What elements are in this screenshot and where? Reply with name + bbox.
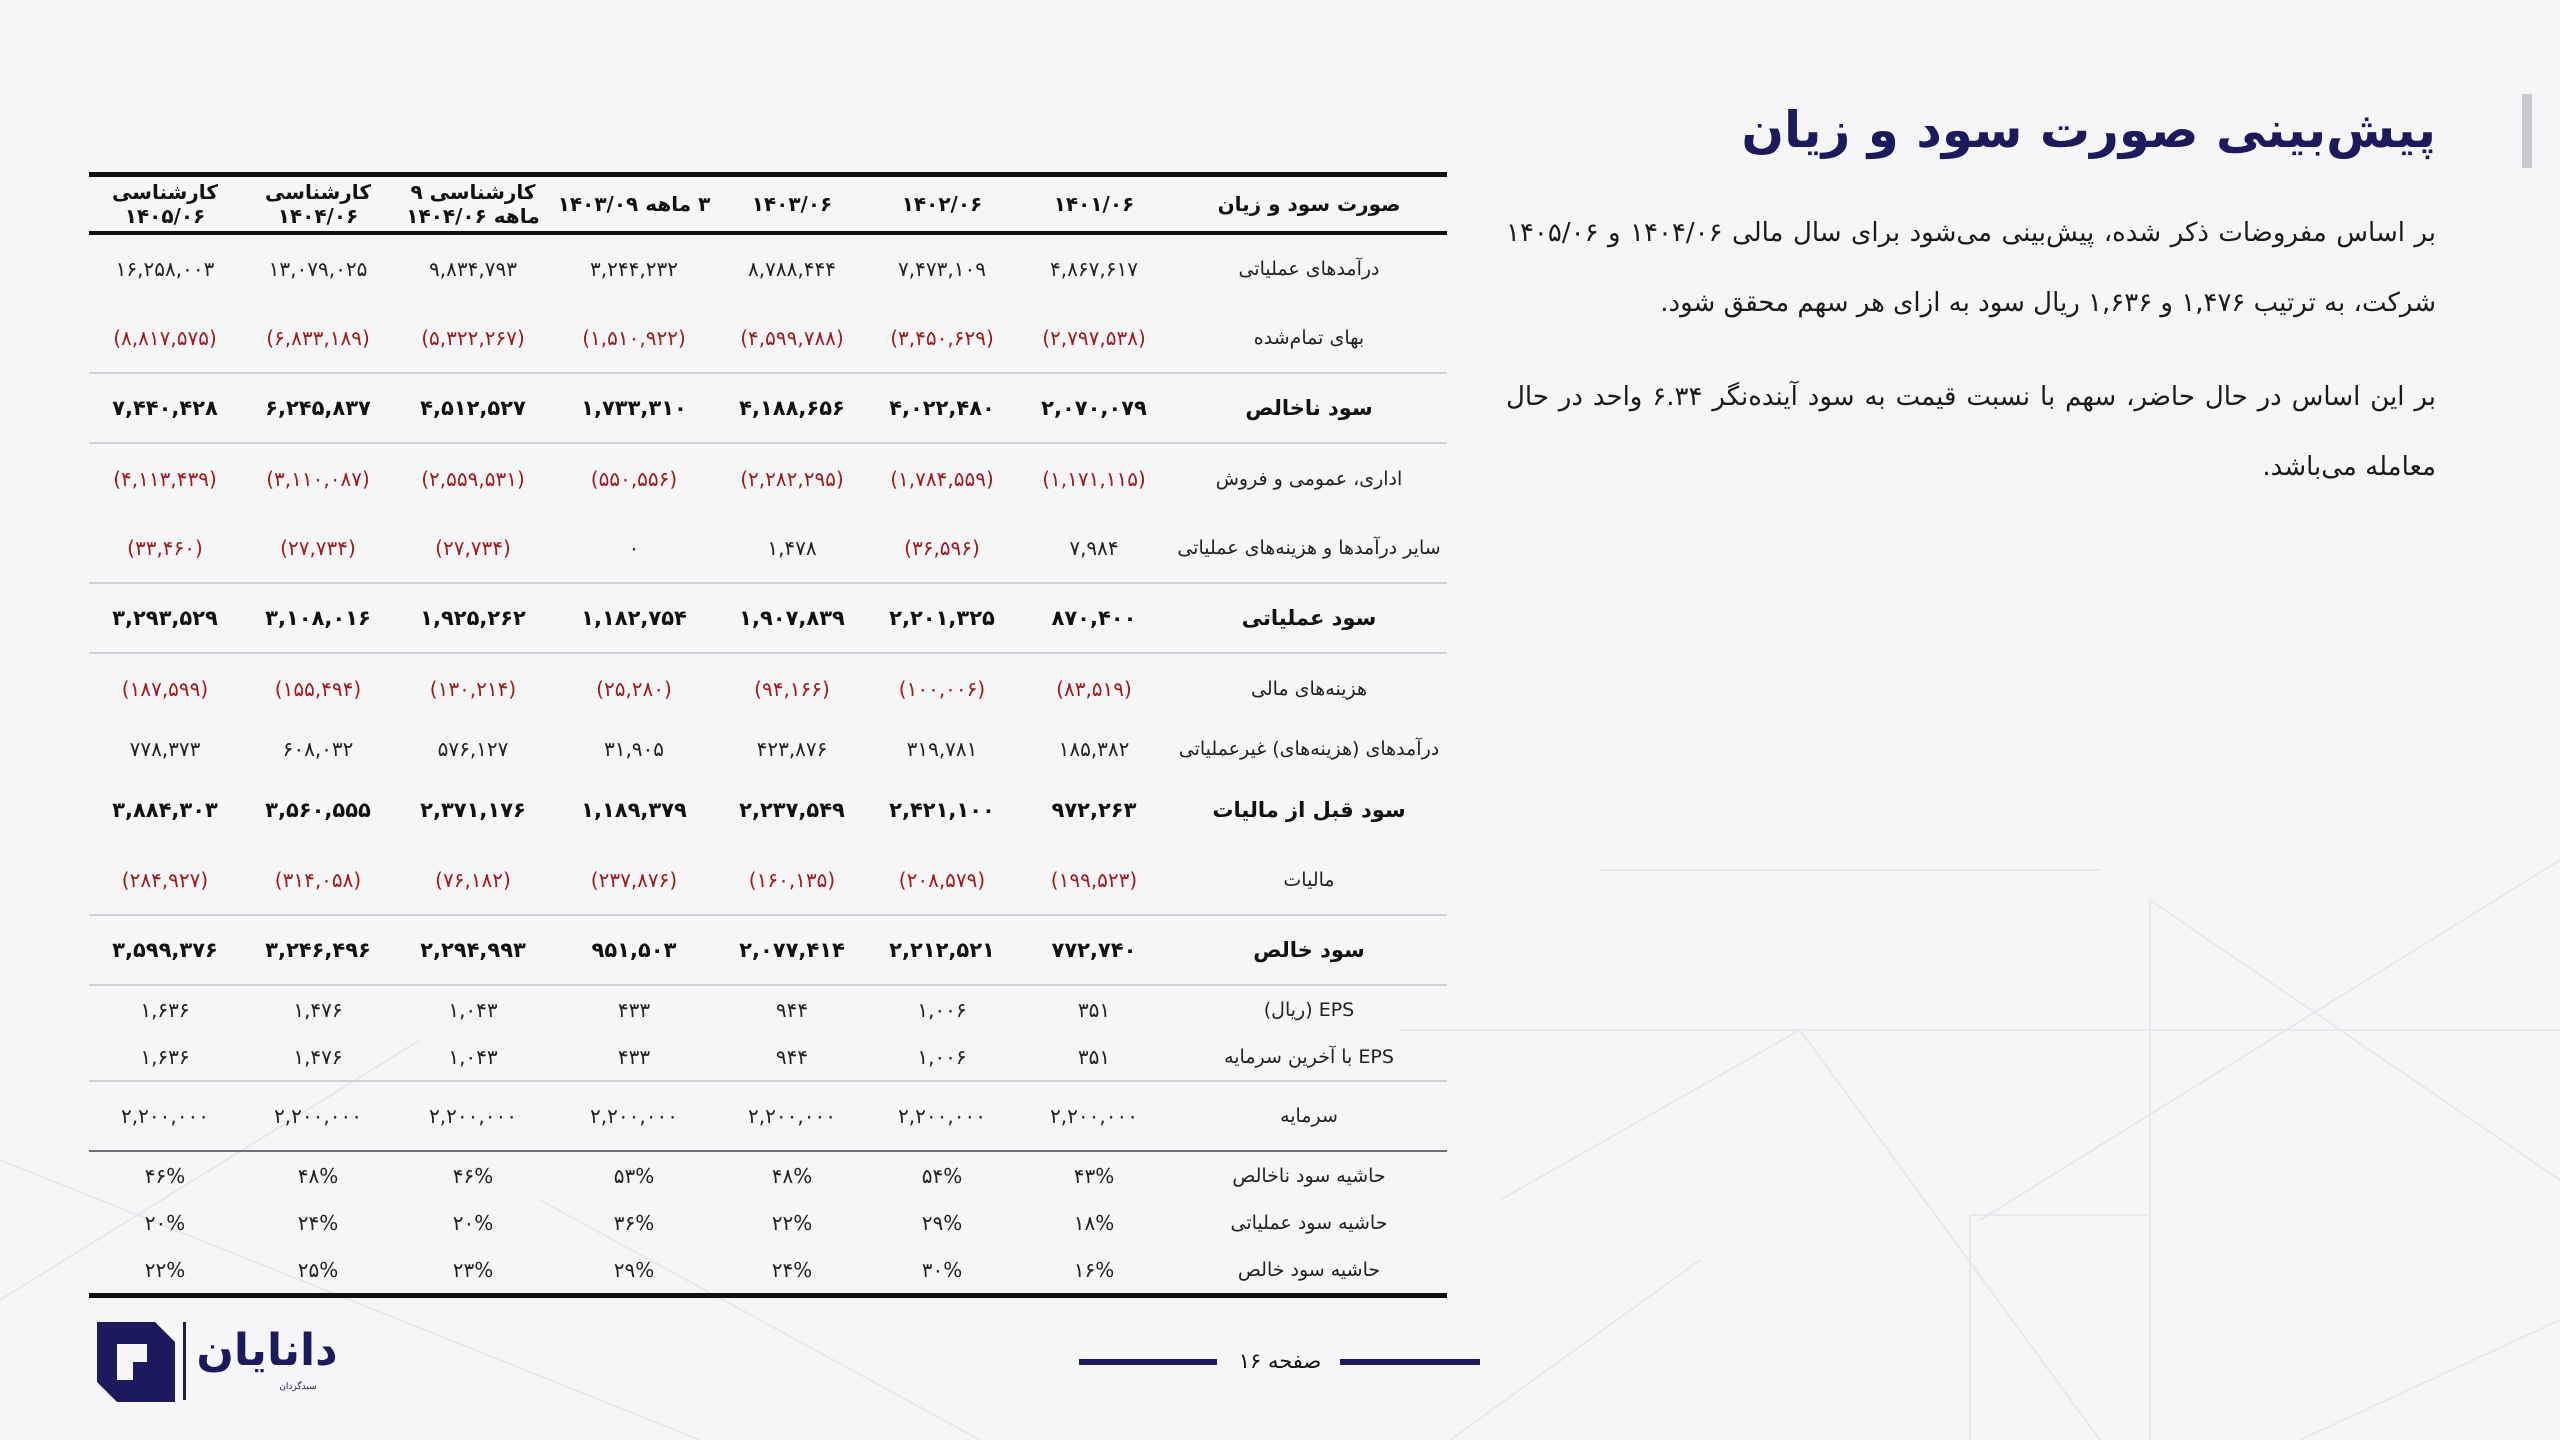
table-cell: ۳,۱۰۸,۰۱۶	[241, 583, 395, 653]
table-cell: (۲۵,۲۸۰)	[551, 653, 717, 723]
table-cell: ۲۹%	[551, 1247, 717, 1295]
table-row-gross-profit	[89, 373, 1447, 443]
table-cell: (۹۴,۱۶۶)	[717, 653, 867, 723]
table-cell: ۴,۱۸۸,۶۵۶	[717, 373, 867, 443]
table-cell: (۶,۸۳۳,۱۸۹)	[266, 325, 370, 350]
table-cell: ۱,۹۰۷,۸۳۹	[717, 583, 867, 653]
table-cell: ۹۴۴	[717, 985, 867, 1033]
logo-divider	[183, 1322, 186, 1400]
table-cell: ۳۱,۹۰۵	[603, 737, 665, 761]
logo-icon	[97, 1322, 175, 1402]
description-paragraph-2: بر این اساس در حال حاضر، سهم با نسبت قیمت به سود آینده‌نگر ۶.۳۴ واحد در حال معامله می‌باشد.	[1506, 382, 2436, 482]
table-cell: (۱,۱۷۱,۱۱۵)	[1017, 443, 1171, 513]
table-cell: (۳,۱۱۰,۰۸۷)	[241, 443, 395, 513]
table-cell: ۳۰%	[867, 1247, 1017, 1295]
row-label: درآمدهای عملیاتی	[1238, 258, 1380, 280]
table-cell: ۹۵۱,۵۰۳	[551, 915, 717, 985]
table-cell: ۲,۲۳۷,۵۴۹	[739, 798, 845, 822]
table-cell: (۸,۸۱۷,۵۷۵)	[113, 325, 217, 350]
table-cell: ۹۷۲,۲۶۳	[1051, 798, 1137, 822]
table-cell: (۲۳۷,۸۷۶)	[590, 867, 678, 892]
footer-line-left	[1079, 1359, 1217, 1365]
title-accent-bar	[2522, 94, 2532, 168]
table-cell: ۲,۰۷۷,۴۱۴	[717, 915, 867, 985]
table-cell: ۱,۶۳۶	[140, 1044, 190, 1069]
table-cell: ۴,۸۶۷,۶۱۷	[1050, 257, 1138, 281]
table-row-non-operating	[89, 723, 1447, 775]
table-row-net-profit	[89, 915, 1447, 985]
table-cell: ۳,۲۹۳,۵۲۹	[89, 583, 241, 653]
table-cell: ۳,۲۴۴,۲۳۲	[590, 257, 678, 281]
description	[1506, 198, 2436, 526]
table-cell: ۱,۰۴۳	[395, 985, 551, 1033]
table-cell: ۱۸%	[1073, 1211, 1115, 1235]
table-row-net-margin	[89, 1247, 1447, 1295]
row-label: درآمدهای (هزینه‌های) غیرعملیاتی	[1178, 738, 1440, 760]
row-label: EPS (ریال)	[1171, 985, 1447, 1033]
row-label: مالیات	[1283, 868, 1335, 891]
table-row-cost-of-sales	[89, 303, 1447, 373]
logo-subtext: سبدگردان	[279, 1382, 317, 1392]
footer-line-right	[1340, 1359, 1480, 1365]
table-cell: ۱۳,۰۷۹,۰۲۵	[268, 257, 368, 281]
table-row-eps-latest-capital	[89, 1033, 1447, 1081]
table-cell: ۱,۹۲۵,۲۶۲	[395, 583, 551, 653]
header-cell: ۱۴۰۲/۰۶	[901, 192, 983, 216]
page-title: پیش‌بینی صورت سود و زیان	[1741, 101, 2436, 159]
table-cell: (۱,۵۱۰,۹۲۲)	[582, 325, 686, 350]
table-cell: (۱۰۰,۰۰۶)	[867, 653, 1017, 723]
table-cell: ۲,۲۰۰,۰۰۰	[867, 1081, 1017, 1151]
header-cell: کارشناسی ۹ ماهه ۱۴۰۴/۰۶	[406, 180, 540, 228]
row-label: سود قبل از مالیات	[1212, 798, 1406, 822]
table-row-tax	[89, 845, 1447, 915]
table-cell: ۱,۱۸۲,۷۵۴	[551, 583, 717, 653]
table-cell: ۲۴%	[297, 1211, 339, 1235]
table-cell: (۵۵۰,۵۵۶)	[551, 443, 717, 513]
table-cell: (۲,۷۹۷,۵۳۸)	[1042, 325, 1146, 350]
table-cell: ۱۸۵,۳۸۲	[1058, 737, 1130, 761]
table-cell: ۲۲%	[89, 1247, 241, 1295]
table-row-revenue	[89, 233, 1447, 303]
table-cell: ۴۳%	[1017, 1151, 1171, 1199]
table-cell: ۷۷۲,۷۴۰	[1017, 915, 1171, 985]
table-cell: ۲,۲۰۰,۰۰۰	[395, 1081, 551, 1151]
table-cell: ۲,۲۰۰,۰۰۰	[89, 1081, 241, 1151]
table-cell: ۲۰%	[144, 1211, 186, 1235]
header-cell: کارشناسی ۱۴۰۵/۰۶	[112, 180, 218, 228]
table-cell: ۲۵%	[241, 1247, 395, 1295]
table-cell: (۳۶,۵۹۶)	[904, 535, 980, 560]
table-cell: (۱۵۵,۴۹۴)	[241, 653, 395, 723]
table-cell: ۳,۵۹۹,۳۷۶	[89, 915, 241, 985]
table-cell: ۷,۹۸۴	[1069, 535, 1119, 560]
table-cell: (۵,۳۲۲,۲۶۷)	[421, 325, 525, 350]
row-label: حاشیه سود خالص	[1171, 1247, 1447, 1295]
table-cell: ۴,۵۱۲,۵۲۷	[395, 373, 551, 443]
table-cell: ۰	[628, 535, 640, 560]
table-row-operating-profit	[89, 583, 1447, 653]
table-cell: (۴,۱۱۳,۴۳۹)	[89, 443, 241, 513]
table-row-pre-tax-profit	[89, 775, 1447, 845]
table-cell: (۲۷,۷۳۴)	[435, 535, 511, 560]
table-cell: ۳۱۹,۷۸۱	[906, 737, 978, 761]
table-cell: ۱,۱۸۹,۳۷۹	[581, 798, 687, 822]
header-cell: کارشناسی ۱۴۰۴/۰۶	[265, 180, 371, 228]
row-label: بهای تمام‌شده	[1253, 326, 1365, 349]
table-cell: ۴۸%	[717, 1151, 867, 1199]
table-cell: ۲۳%	[395, 1247, 551, 1295]
table-cell: ۲,۲۰۱,۳۲۵	[867, 583, 1017, 653]
table-cell: ۷,۴۷۳,۱۰۹	[898, 257, 986, 281]
table-cell: ۳,۸۸۴,۳۰۳	[112, 798, 218, 822]
table-cell: ۲,۳۷۱,۱۷۶	[420, 798, 526, 822]
header-cell: صورت سود و زیان	[1217, 192, 1401, 216]
table-row-finance-costs	[89, 653, 1447, 723]
table-cell: ۳۵۱	[1017, 985, 1171, 1033]
table-cell: ۴۲۳,۸۷۶	[756, 737, 828, 761]
table-cell: (۱,۷۸۴,۵۵۹)	[867, 443, 1017, 513]
table-cell: ۹۴۴	[775, 1044, 809, 1069]
table-cell: (۱۶۰,۱۳۵)	[748, 867, 836, 892]
table-cell: ۷۷۸,۳۷۳	[129, 737, 201, 761]
table-cell: ۴۳۳	[617, 1044, 651, 1069]
table-cell: ۴۶%	[395, 1151, 551, 1199]
row-label: سرمایه	[1171, 1081, 1447, 1151]
table-cell: (۲,۵۵۹,۵۳۱)	[395, 443, 551, 513]
table-cell: ۹,۸۳۴,۷۹۳	[429, 257, 517, 281]
table-cell: (۱۹۹,۵۲۳)	[1050, 867, 1138, 892]
header-cell: ۱۴۰۳/۰۶	[751, 192, 833, 216]
table-cell: (۱۳۰,۲۱۴)	[395, 653, 551, 723]
row-label: هزینه‌های مالی	[1171, 653, 1447, 723]
table-cell: ۸۷۰,۴۰۰	[1017, 583, 1171, 653]
page-number: صفحه ۱۶	[1238, 1349, 1322, 1373]
table-cell: ۵۷۶,۱۲۷	[437, 737, 509, 761]
table-cell: ۲۹%	[921, 1211, 963, 1235]
description-paragraph-1: بر اساس مفروضات ذکر شده، پیش‌بینی می‌شود برای سال مالی ۱۴۰۴/۰۶ و ۱۴۰۵/۰۶ شرکت، به ترتیب ۱,۴۷۶ و ۱,۶۳۶ ریال سود به ازای هر سهم محقق شود.	[1506, 218, 2436, 318]
table-cell: ۲,۰۷۰,۰۷۹	[1017, 373, 1171, 443]
table-row-admin-expenses	[89, 443, 1447, 513]
table-cell: ۳۶%	[613, 1211, 655, 1235]
header-cell: ۳ ماهه ۱۴۰۳/۰۹	[557, 192, 711, 216]
table-cell: ۵۳%	[551, 1151, 717, 1199]
table-cell: ۲۲%	[771, 1211, 813, 1235]
table-cell: ۴۸%	[241, 1151, 395, 1199]
table-cell: (۲۰۸,۵۷۹)	[898, 867, 986, 892]
table-cell: ۱,۰۴۳	[448, 1044, 498, 1069]
table-cell: ۲۴%	[717, 1247, 867, 1295]
table-cell: ۴,۰۲۲,۴۸۰	[867, 373, 1017, 443]
table-cell: ۱۶%	[1017, 1247, 1171, 1295]
table-cell: ۲,۴۲۱,۱۰۰	[889, 798, 995, 822]
table-cell: ۱,۷۳۳,۳۱۰	[551, 373, 717, 443]
table-cell: ۲۰%	[452, 1211, 494, 1235]
table-row-eps	[89, 985, 1447, 1033]
table-cell: (۲,۲۸۲,۲۹۵)	[717, 443, 867, 513]
table-cell: ۴۶%	[89, 1151, 241, 1199]
table-cell: (۳۱۴,۰۵۸)	[274, 867, 362, 892]
row-label: حاشیه سود عملیاتی	[1230, 1212, 1388, 1234]
table-cell: ۳,۵۶۰,۵۵۵	[265, 798, 371, 822]
table-cell: ۲,۲۹۴,۹۹۳	[395, 915, 551, 985]
table-cell: (۴,۵۹۹,۷۸۸)	[740, 325, 844, 350]
row-label: سایر درآمدها و هزینه‌های عملیاتی	[1177, 536, 1441, 559]
table-cell: ۱,۶۳۶	[89, 985, 241, 1033]
table-cell: ۱,۴۷۶	[293, 1044, 343, 1069]
row-label: حاشیه سود ناخالص	[1171, 1151, 1447, 1199]
table-cell: ۱,۴۷۶	[241, 985, 395, 1033]
table-cell: (۳,۴۵۰,۶۲۹)	[890, 325, 994, 350]
row-label: سود ناخالص	[1171, 373, 1447, 443]
row-label: اداری، عمومی و فروش	[1171, 443, 1447, 513]
row-label: سود عملیاتی	[1171, 583, 1447, 653]
table-cell: ۴۳۳	[551, 985, 717, 1033]
table-row-gross-margin	[89, 1151, 1447, 1199]
table-row-other-operating	[89, 513, 1447, 583]
table-cell: ۲,۲۰۰,۰۰۰	[1017, 1081, 1171, 1151]
table-row-capital	[89, 1081, 1447, 1151]
table-cell: ۲,۲۰۰,۰۰۰	[241, 1081, 395, 1151]
table-cell: ۳۵۱	[1077, 1044, 1111, 1069]
table-cell: (۲۸۴,۹۲۷)	[121, 867, 209, 892]
table-cell: (۸۳,۵۱۹)	[1017, 653, 1171, 723]
table-cell: ۶,۲۴۵,۸۳۷	[241, 373, 395, 443]
table-header-row	[89, 175, 1447, 234]
table-cell: ۲,۲۰۰,۰۰۰	[551, 1081, 717, 1151]
row-label: سود خالص	[1171, 915, 1447, 985]
row-label: EPS با آخرین سرمایه	[1224, 1045, 1394, 1068]
table-cell: ۱۶,۲۵۸,۰۰۳	[115, 257, 215, 281]
table-cell: ۱,۰۰۶	[867, 985, 1017, 1033]
table-cell: (۲۷,۷۳۴)	[280, 535, 356, 560]
table-cell: ۳,۲۴۶,۴۹۶	[241, 915, 395, 985]
table-cell: ۶۰۸,۰۳۲	[282, 737, 354, 761]
table-cell: ۲,۲۱۲,۵۲۱	[867, 915, 1017, 985]
table-row-operating-margin	[89, 1199, 1447, 1247]
income-statement-table	[89, 172, 1447, 1298]
logo-text: دانایان	[196, 1325, 338, 1376]
table-cell: ۷,۴۴۰,۴۲۸	[89, 373, 241, 443]
table-cell: (۷۶,۱۸۲)	[435, 867, 511, 892]
table-cell: ۱,۴۷۸	[767, 535, 817, 560]
table-cell: ۵۴%	[867, 1151, 1017, 1199]
table-cell: (۱۸۷,۵۹۹)	[89, 653, 241, 723]
table-cell: ۸,۷۸۸,۴۴۴	[748, 257, 836, 281]
table-cell: ۱,۰۰۶	[917, 1044, 967, 1069]
table-cell: (۳۳,۴۶۰)	[127, 535, 203, 560]
header-cell: ۱۴۰۱/۰۶	[1053, 192, 1135, 216]
table-cell: ۲,۲۰۰,۰۰۰	[717, 1081, 867, 1151]
